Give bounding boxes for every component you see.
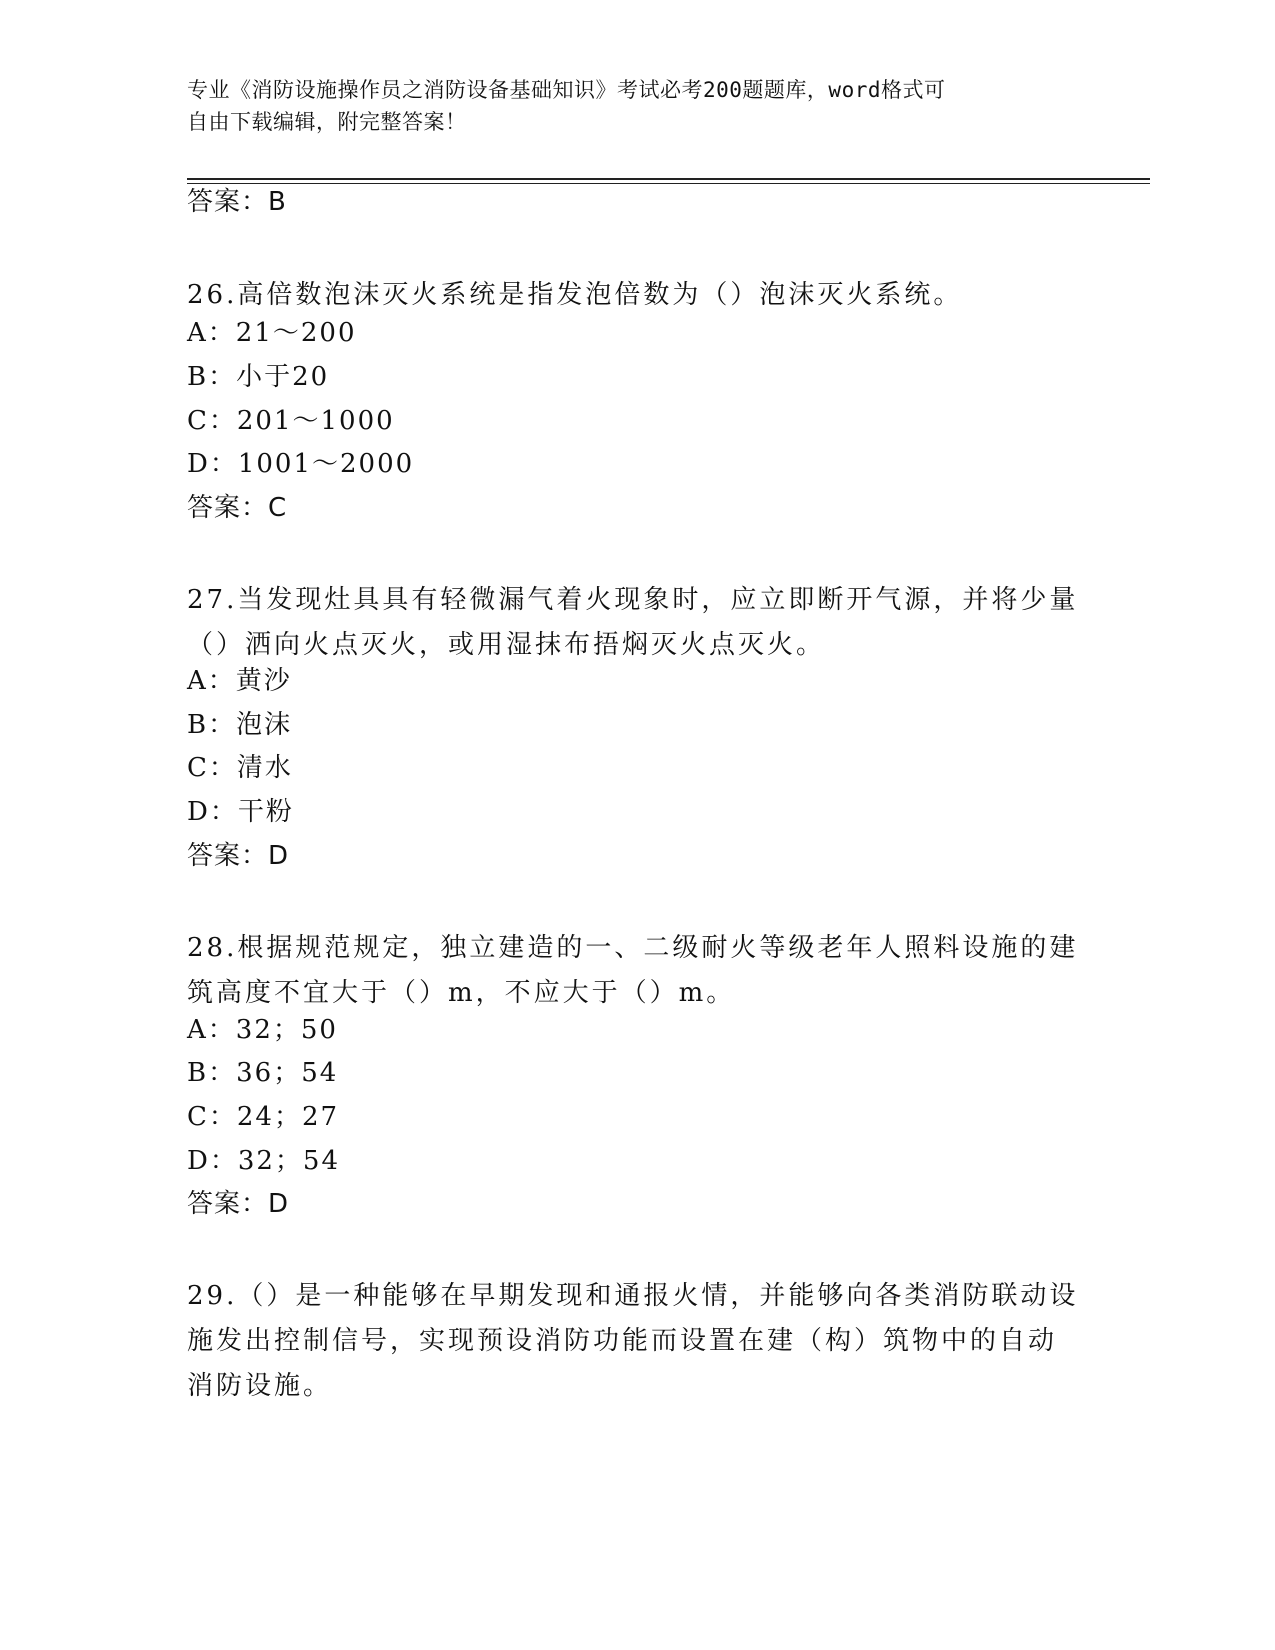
header-divider-thick [187, 178, 1150, 180]
question-29-line-3: 消防设施。 [187, 1371, 333, 1401]
answer-27: 答案：D [187, 841, 290, 871]
question-28-stem [187, 926, 1087, 1016]
question-27-option-c: C：清水 [187, 753, 293, 783]
question-27-option-b: B：泡沫 [187, 710, 293, 740]
question-28-option-b: B：36；54 [187, 1058, 339, 1088]
answer-26: 答案：C [187, 493, 288, 523]
question-27-stem [187, 578, 1087, 668]
question-29-line-1: 29.（）是一种能够在早期发现和通报火情，并能够向各类消防联动设 [187, 1281, 1079, 1311]
question-27-line-1: 27.当发现灶具具有轻微漏气着火现象时，应立即断开气源，并将少量 [187, 585, 1079, 615]
header-line-2: 自由下载编辑，附完整答案！ [187, 110, 467, 134]
question-28-option-d: D：32；54 [187, 1146, 341, 1176]
question-27-line-2: （）洒向火点灭火，或用湿抹布捂焖灭火点灭火。 [187, 630, 826, 660]
question-29-stem [187, 1274, 1087, 1409]
question-26-line-1: 26.高倍数泡沫灭火系统是指发泡倍数为（）泡沫灭火系统。 [187, 280, 963, 310]
question-28-option-a: A：32；50 [187, 1015, 338, 1045]
question-28-option-c: C：24；27 [187, 1102, 340, 1132]
question-27-option-a: A：黄沙 [187, 666, 292, 696]
question-29-line-2: 施发出控制信号，实现预设消防功能而设置在建（构）筑物中的自动 [187, 1326, 1058, 1356]
header-divider-thin [187, 183, 1150, 184]
question-26-option-a: A：21～200 [187, 318, 357, 348]
question-27-option-d: D：干粉 [187, 797, 294, 827]
header-line-1: 专业《消防设施操作员之消防设备基础知识》考试必考200题题库，word格式可 [187, 78, 946, 102]
answer-28: 答案：D [187, 1189, 290, 1219]
question-28-line-2: 筑高度不宜大于（）m，不应大于（）m。 [187, 978, 736, 1008]
question-26-option-d: D：1001～2000 [187, 449, 415, 479]
question-26-option-b: B：小于20 [187, 362, 330, 392]
question-28-line-1: 28.根据规范规定，独立建造的一、二级耐火等级老年人照料设施的建 [187, 933, 1079, 963]
question-26-stem [187, 273, 1087, 318]
question-26-option-c: C：201～1000 [187, 406, 395, 436]
document-header [187, 74, 1067, 138]
answer-25: 答案：B [187, 187, 287, 217]
